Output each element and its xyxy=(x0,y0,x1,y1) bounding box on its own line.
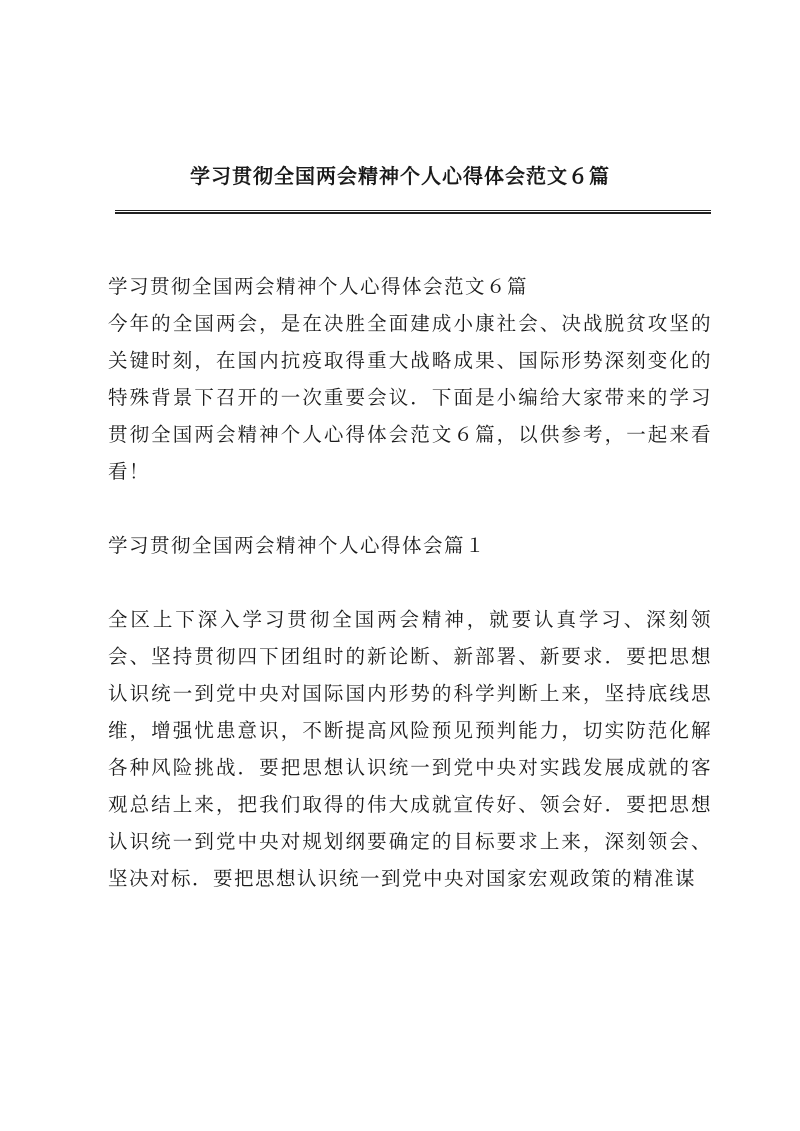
body-heading: 学习贯彻全国两会精神个人心得体会范文６篇 xyxy=(108,275,529,298)
paragraph-gap xyxy=(108,564,712,601)
intro-paragraph: 今年的全国两会，是在决胜全面建成小康社会、决战脱贫攻坚的关键时刻，在国内抗疫取得重大战略成果、国际形势深刻变化的特殊背景下召开的一次重要会议．下面是小编给大家带来的学习贯彻全国两会精神个人心得体会范文６篇，以供参考，一起来看看！ xyxy=(108,312,712,483)
paragraph-gap xyxy=(108,490,712,527)
section-heading: 学习贯彻全国两会精神个人心得体会篇１ xyxy=(108,534,487,557)
section-paragraph: 全区上下深入学习贯彻全国两会精神，就要认真学习、深刻领会、坚持贯彻四下团组时的新论断、新部署、新要求．要把思想认识统一到党中央对国际国内形势的科学判断上来，坚持底线思维，增强忧患意识，不断提高风险预见预判能力，切实防范化解各种风险挑战．要把思想认识统一到党中央对实践发展成就的客观总结上来，把我们取得的伟大成就宣传好、领会好．要把思想认识统一到党中央对规划纲要确定的目标要求上来，深刻领会、坚决对标．要把思想认识统一到党中央对国家宏观政策的精准谋 xyxy=(108,608,712,890)
document-body xyxy=(108,268,712,897)
title-divider xyxy=(115,210,711,214)
document-title: 学习贯彻全国两会精神个人心得体会范文６篇 xyxy=(190,164,610,188)
